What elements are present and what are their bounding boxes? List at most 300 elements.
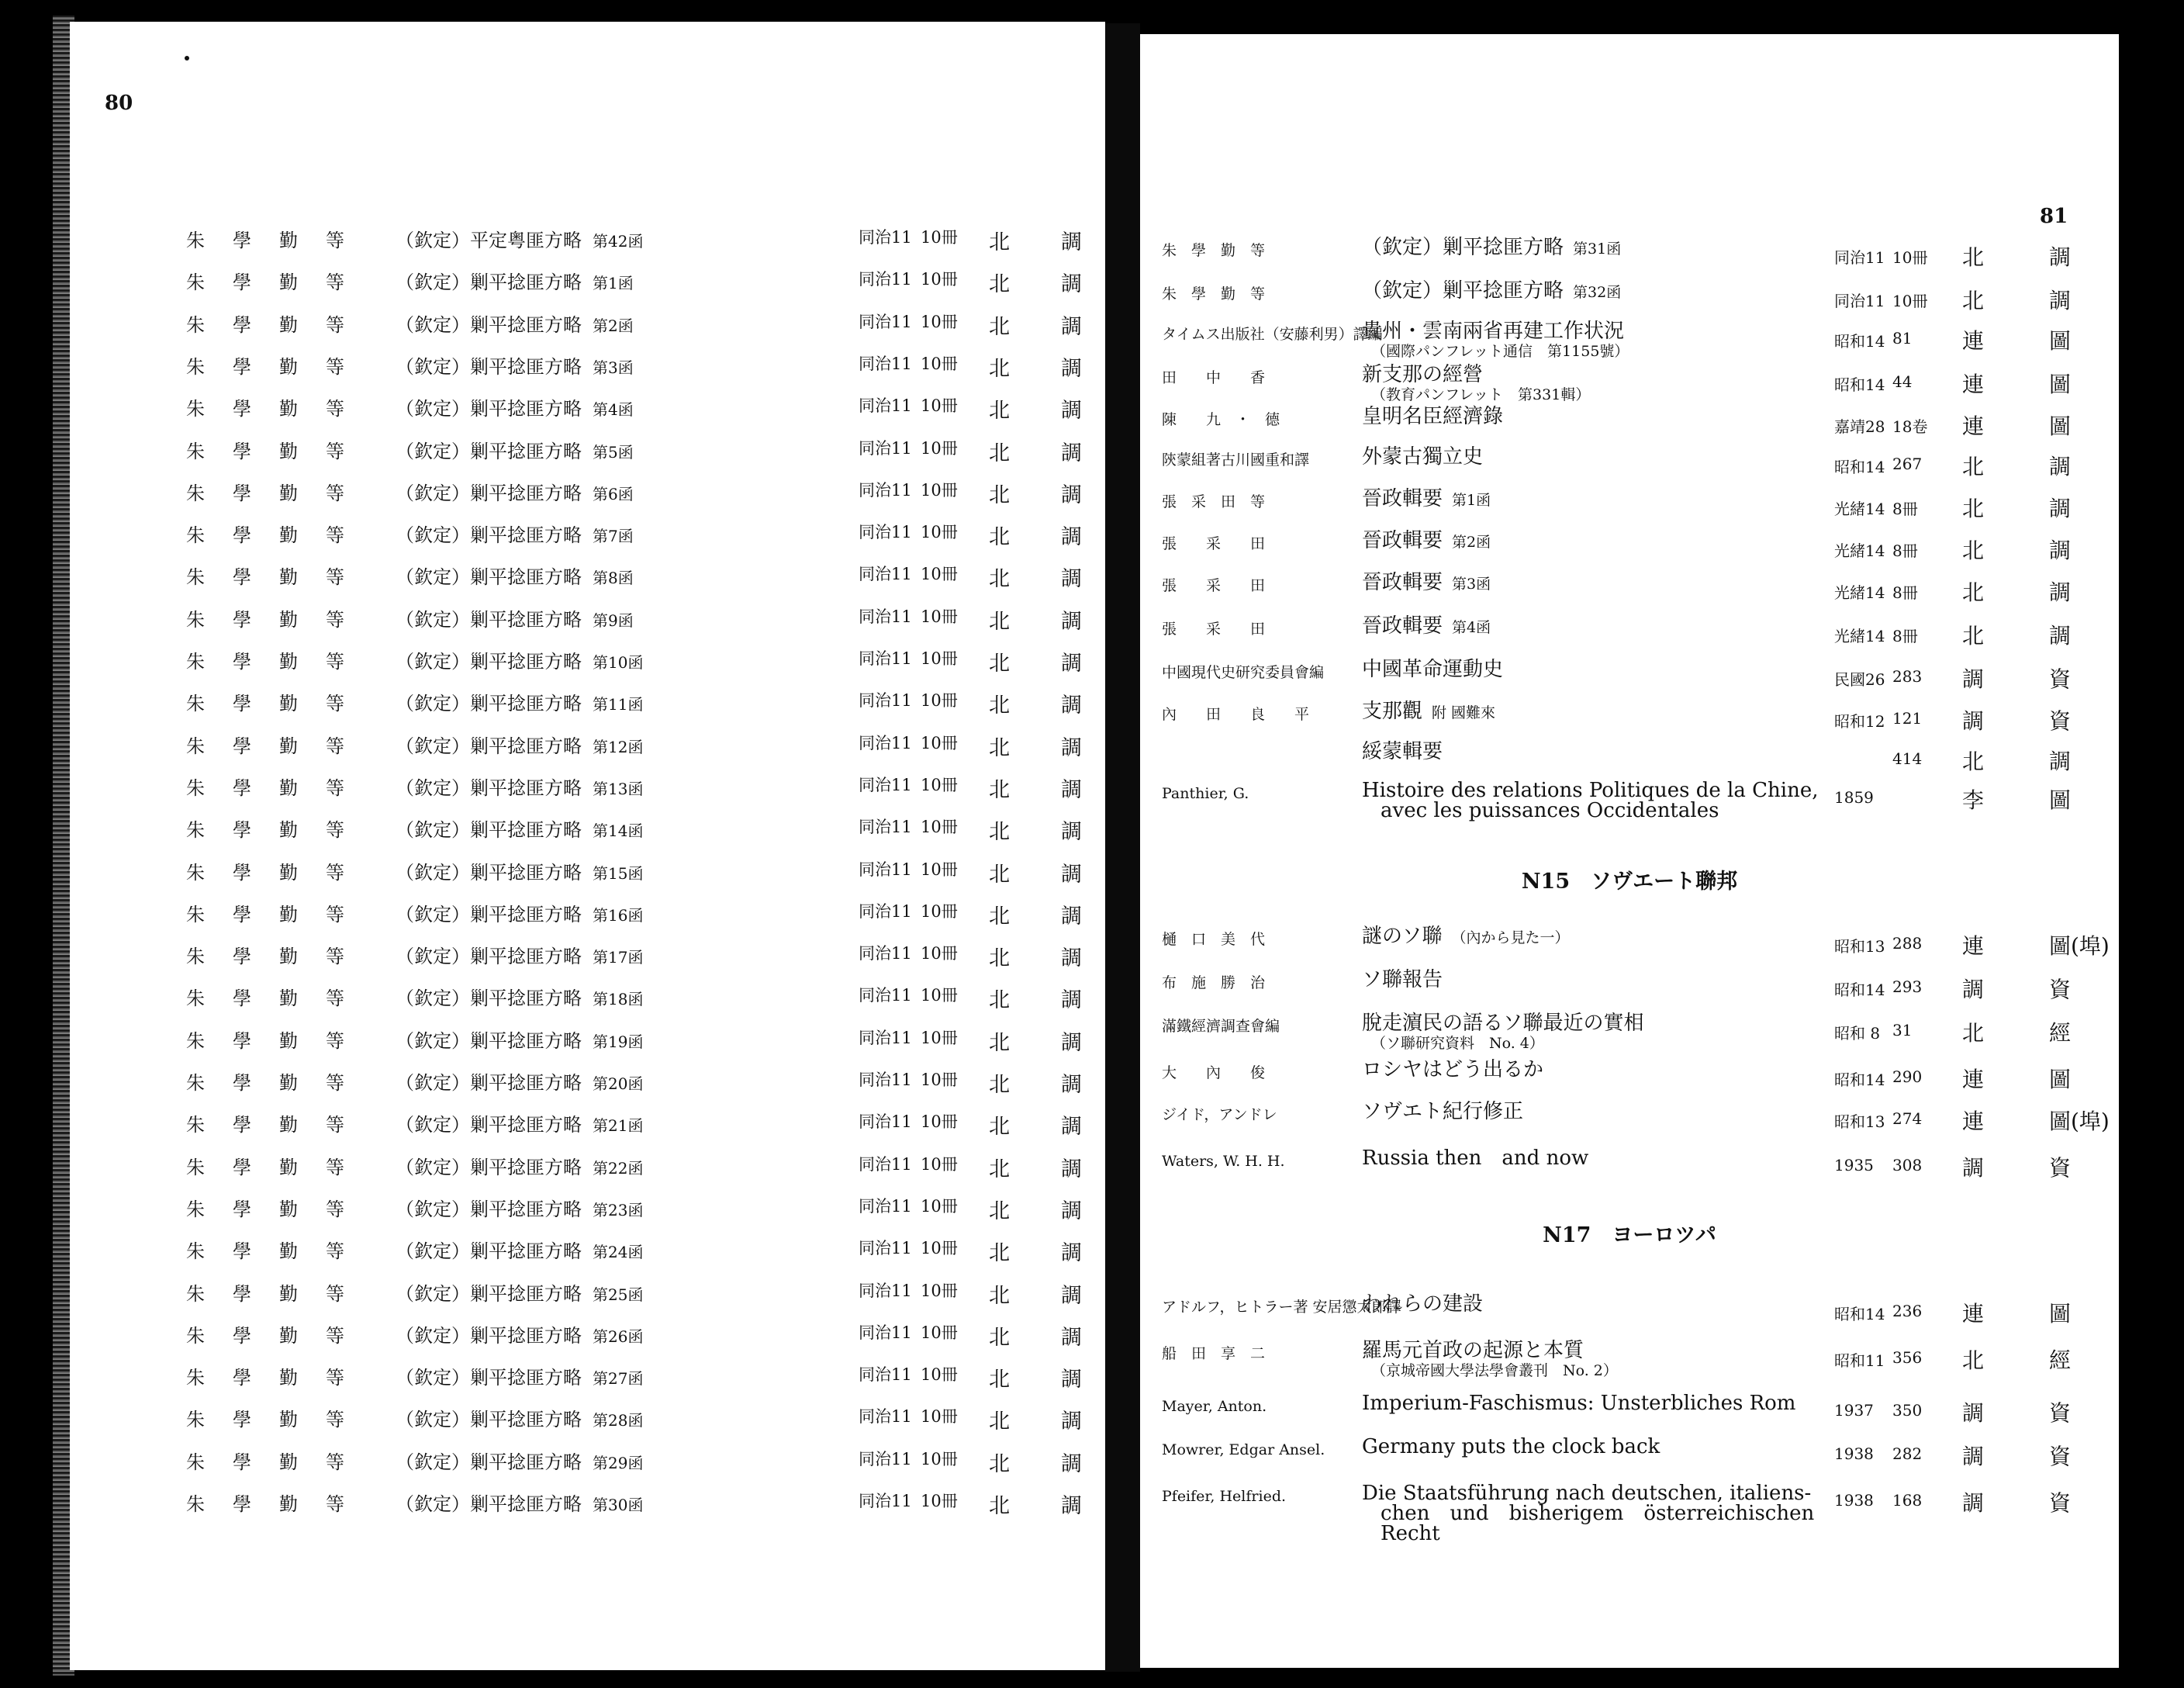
title-cell	[1362, 742, 1443, 762]
title: （欽定）剿平捻匪方略	[396, 1367, 582, 1389]
title-cell	[1362, 365, 1590, 405]
publication-date: 1859	[1834, 788, 1874, 807]
publication-date: 同治11	[859, 818, 912, 837]
author: 朱學勤等	[186, 1072, 372, 1094]
publication-date: 昭和14	[1834, 375, 1885, 394]
author: 樋 口 美 代	[1162, 931, 1266, 948]
title-cell	[396, 815, 643, 842]
page-count: 350	[1892, 1401, 1923, 1420]
author: 朱學勤等	[186, 608, 372, 631]
catalog-row	[70, 520, 1105, 550]
publication-date: 昭和13	[1834, 937, 1885, 956]
volume-count: 10冊	[921, 1154, 958, 1174]
title-cell	[396, 773, 643, 800]
page-count: 31	[1892, 1021, 1913, 1039]
class-code: 調	[1061, 1283, 1082, 1308]
library-code: 調	[1962, 1444, 1985, 1469]
ink-speck	[185, 56, 189, 61]
publication-date: 同治11	[859, 1196, 912, 1216]
class-code: 調	[1061, 399, 1082, 424]
library-code: 連	[1962, 413, 1985, 439]
class-code: 調	[1061, 1368, 1082, 1392]
library-code: 北	[989, 1241, 1010, 1266]
title: （欽定）剿平捻匪方略	[396, 861, 582, 884]
title: （欽定）剿平捻匪方略	[396, 566, 582, 589]
author: 朱學勤等	[186, 313, 372, 336]
title-cell	[1362, 1340, 1618, 1381]
title-cell	[396, 1109, 643, 1136]
library-code: 北	[989, 1410, 1010, 1434]
catalog-row	[70, 1067, 1105, 1097]
title-cell	[1362, 406, 1503, 427]
title-cell	[396, 1067, 643, 1095]
author: 張 采 田 等	[1162, 493, 1266, 510]
title: （欽定）剿平捻匪方略	[396, 355, 582, 378]
subtitle: （教育パンフレット 第331輯）	[1371, 386, 1591, 403]
volume-count: 10冊	[921, 1407, 958, 1427]
catalog-row	[70, 436, 1105, 465]
library-code: 北	[1962, 454, 1985, 479]
class-code: 資	[2049, 666, 2072, 692]
page-count: 8冊	[1892, 541, 1918, 560]
library-code: 北	[989, 1494, 1010, 1518]
class-code: 資	[2049, 1444, 2072, 1469]
title-line-2: chen und bisherigem österreichischen	[1381, 1502, 1815, 1525]
title-cell	[1362, 1437, 1660, 1457]
page-count: 10冊	[1892, 248, 1928, 267]
library-code: 北	[989, 1283, 1010, 1308]
case-number: 第8函	[593, 569, 634, 588]
catalog-row	[70, 1026, 1105, 1055]
author: Pfeifer, Helfried.	[1162, 1488, 1287, 1505]
class-code: 調	[2049, 579, 2072, 605]
author: 朱學勤等	[186, 1409, 372, 1431]
catalog-row	[70, 351, 1105, 381]
title: （欽定）剿平捻匪方略	[396, 1198, 582, 1220]
library-code: 連	[1962, 1301, 1985, 1327]
class-code: 調	[2049, 244, 2072, 270]
library-code: 北	[989, 862, 1010, 887]
publication-date: 同治11	[1834, 248, 1885, 267]
page-count: 308	[1892, 1156, 1923, 1174]
title-cell	[396, 899, 643, 926]
left-page	[70, 22, 1105, 1670]
class-code: 圖(埠)	[2049, 933, 2110, 959]
class-code: 調	[1061, 567, 1082, 592]
case-number: 第14函	[593, 822, 644, 841]
catalog-row	[70, 899, 1105, 929]
case-number: 第10函	[593, 653, 644, 672]
class-code: 調	[1061, 904, 1082, 929]
class-code: 經	[2049, 1020, 2072, 1046]
class-code: 調	[1061, 1325, 1082, 1350]
title: （欽定）剿平捻匪方略	[396, 693, 582, 715]
case-number: 第28函	[593, 1411, 644, 1430]
author: 陝蒙組著古川國重和譯	[1162, 451, 1310, 469]
page-count: 267	[1892, 455, 1923, 473]
author: 張 采 田	[1162, 621, 1266, 638]
library-code: 北	[989, 988, 1010, 1013]
class-code: 資	[2049, 1155, 2072, 1181]
title-cell	[396, 983, 643, 1010]
title: 脫走濵民の語るソ聯最近の實相	[1362, 1012, 1644, 1035]
title-cell	[396, 351, 634, 379]
title-cell	[396, 562, 634, 589]
case-number: 第7函	[593, 527, 634, 546]
title-cell	[396, 1447, 643, 1474]
case-number: 第6函	[593, 484, 634, 503]
title-cell	[396, 857, 643, 884]
page-number-left: 80	[105, 92, 133, 115]
title-cell	[396, 1404, 643, 1431]
library-code: 北	[989, 356, 1010, 381]
class-code: 調	[1061, 1494, 1082, 1518]
title-cell	[1362, 489, 1491, 510]
author: 朱學勤等	[186, 903, 372, 925]
volume-count: 10冊	[921, 1196, 958, 1216]
library-code: 連	[1962, 372, 1985, 397]
class-code: 調	[1061, 1073, 1082, 1097]
author: 朱學勤等	[186, 1240, 372, 1263]
case-number: 第4函	[593, 400, 634, 420]
title-cell	[1362, 572, 1491, 594]
volume-count: 10冊	[921, 649, 958, 668]
library-code: 北	[989, 441, 1010, 465]
publication-date: 同治11	[859, 733, 912, 752]
title: （欽定）剿平捻匪方略	[1362, 236, 1564, 259]
book-gutter	[1105, 23, 1140, 1672]
author: 朱學勤等	[186, 398, 372, 420]
page-count: 8冊	[1892, 500, 1918, 518]
title-cell	[1362, 780, 1818, 821]
library-code: 北	[1962, 749, 1985, 774]
class-code: 調	[1061, 314, 1082, 339]
library-code: 北	[989, 946, 1010, 971]
title-cell	[396, 1278, 643, 1306]
volume-count: 10冊	[921, 1492, 958, 1510]
library-code: 北	[1962, 244, 1985, 270]
title: （欽定）平定粤匪方略	[396, 230, 582, 251]
volume-count: 10冊	[921, 986, 958, 1005]
class-code: 調	[1061, 441, 1082, 465]
library-code: 調	[1962, 1400, 1985, 1426]
class-code: 調	[2049, 749, 2072, 774]
class-code: 調	[1061, 1115, 1082, 1140]
subtitle: 第1函	[1452, 492, 1491, 509]
title: 新支那の經營	[1362, 363, 1484, 386]
class-code: 調	[1061, 777, 1082, 802]
title: （欽定）剿平捻匪方略	[396, 524, 582, 547]
publication-date: 同治11	[859, 944, 912, 963]
class-code: 資	[2049, 708, 2072, 734]
page-count: 121	[1892, 709, 1923, 728]
publication-date: 同治11	[859, 1449, 912, 1468]
title: （欽定）剿平捻匪方略	[396, 651, 582, 673]
publication-date: 昭和14	[1834, 981, 1885, 999]
subtitle: 附 國難來	[1432, 704, 1496, 721]
catalog-row	[70, 1489, 1105, 1518]
author: Mayer, Anton.	[1162, 1398, 1267, 1415]
author: 朱學勤等	[186, 735, 372, 757]
catalog-row	[70, 646, 1105, 676]
catalog-row	[70, 604, 1105, 634]
catalog-row	[70, 857, 1105, 887]
library-code: 北	[1962, 1347, 1985, 1373]
class-code: 調	[2049, 623, 2072, 649]
author: 朱學勤等	[186, 1198, 372, 1220]
publication-date: 同治11	[859, 270, 912, 289]
author: 朱學勤等	[186, 1029, 372, 1052]
title: （欽定）剿平捻匪方略	[396, 735, 582, 757]
title: 皇明名臣經濟錄	[1362, 405, 1504, 428]
title: （欽定）剿平捻匪方略	[396, 819, 582, 842]
author: 朱學勤等	[186, 1156, 372, 1178]
library-code: 北	[989, 1451, 1010, 1476]
library-code: 北	[989, 272, 1010, 297]
case-number: 第30函	[593, 1496, 644, 1514]
title-cell	[1362, 659, 1503, 680]
case-number: 第1函	[593, 274, 634, 293]
volume-count: 10冊	[921, 944, 958, 963]
class-code: 圖	[2049, 787, 2072, 813]
publication-date: 同治11	[859, 775, 912, 794]
title-cell	[1362, 701, 1495, 723]
title: （欽定）剿平捻匪方略	[396, 482, 582, 504]
title: （欽定）剿平捻匪方略	[396, 1324, 582, 1347]
class-code: 調	[1061, 483, 1082, 507]
title: 綏蒙輯要	[1362, 740, 1443, 763]
catalog-row	[70, 1194, 1105, 1223]
author: 朱 學 勤 等	[1162, 242, 1266, 259]
title-cell	[396, 267, 634, 294]
library-code: 連	[1962, 1067, 1985, 1092]
catalog-row	[70, 1236, 1105, 1266]
library-code: 北	[1962, 579, 1985, 605]
library-code: 北	[1962, 538, 1985, 563]
publication-date: 1935	[1834, 1156, 1874, 1174]
author: 朱學勤等	[186, 1324, 372, 1347]
title-cell	[396, 310, 634, 337]
volume-count: 10冊	[921, 480, 958, 500]
title: Germany puts the clock back	[1362, 1435, 1660, 1458]
title: （欽定）剿平捻匪方略	[396, 988, 582, 1010]
title-line-3: Recht	[1381, 1522, 1440, 1545]
author: 朱學勤等	[186, 230, 372, 251]
library-code: 北	[989, 314, 1010, 339]
title: 外蒙古獨立史	[1362, 445, 1484, 469]
title: （欽定）剿平捻匪方略	[396, 777, 582, 799]
title: ソヴエト紀行修正	[1362, 1100, 1524, 1123]
title: Die Staatsführung nach deutschen, italiens-	[1362, 1482, 1812, 1505]
title: 中國革命運動史	[1362, 658, 1504, 681]
class-code: 調	[1061, 356, 1082, 381]
title-cell	[396, 478, 634, 505]
title-cell	[396, 1026, 643, 1053]
page-count: 282	[1892, 1444, 1923, 1463]
class-code: 調	[1061, 1241, 1082, 1266]
publication-date: 同治11	[859, 354, 912, 373]
subtitle: 第32函	[1573, 284, 1622, 301]
case-number: 第42函	[593, 232, 644, 251]
title: （欽定）剿平捻匪方略	[396, 272, 582, 294]
author: 朱 學 勤 等	[1162, 285, 1266, 303]
title-cell	[396, 1236, 643, 1263]
page-count: 283	[1892, 667, 1923, 686]
library-code: 北	[989, 1368, 1010, 1392]
catalog-row	[70, 1447, 1105, 1476]
library-code: 北	[989, 525, 1010, 550]
author: 朱學勤等	[186, 1282, 372, 1305]
author: 朱學勤等	[186, 946, 372, 968]
page-count: 44	[1892, 372, 1913, 391]
title-cell	[1362, 970, 1443, 990]
volume-count: 10冊	[921, 523, 958, 542]
title-cell	[1362, 616, 1491, 638]
title-cell	[1362, 1102, 1523, 1122]
class-code: 調	[1061, 694, 1082, 718]
library-code: 北	[1962, 623, 1985, 649]
publication-date: 同治11	[859, 438, 912, 458]
title-cell	[396, 941, 643, 968]
class-code: 資	[2049, 1490, 2072, 1516]
author: 朱學勤等	[186, 1367, 372, 1389]
library-code: 北	[989, 1115, 1010, 1140]
case-number: 第27函	[593, 1369, 644, 1389]
title-cell	[1362, 447, 1483, 467]
title-cell	[1362, 1483, 1814, 1544]
class-code: 圖	[2049, 1301, 2072, 1327]
page-count: 293	[1892, 977, 1923, 996]
page-count: 10冊	[1892, 292, 1928, 310]
title: （欽定）剿平捻匪方略	[396, 398, 582, 420]
catalog-row	[70, 225, 1105, 254]
author: 大 內 俊	[1162, 1064, 1266, 1081]
publication-date: 1938	[1834, 1444, 1874, 1463]
title: Russia then and now	[1362, 1147, 1589, 1170]
library-code: 北	[989, 1199, 1010, 1223]
case-number: 第5函	[593, 442, 634, 462]
publication-date: 同治11	[859, 228, 912, 247]
publication-date: 昭和14	[1834, 332, 1885, 351]
title: ロシヤはどう出るか	[1362, 1058, 1544, 1081]
library-code: 調	[1962, 977, 1985, 1002]
class-code: 調	[1061, 230, 1082, 254]
publication-date: 同治11	[859, 565, 912, 584]
title: Imperium-Faschismus: Unsterbliches Rom	[1362, 1392, 1796, 1415]
case-number: 第25函	[593, 1285, 644, 1304]
class-code: 調	[2049, 496, 2072, 521]
title: （欽定）剿平捻匪方略	[396, 1451, 582, 1473]
catalog-row	[70, 941, 1105, 971]
case-number: 第24函	[593, 1243, 644, 1262]
title-cell	[396, 1194, 643, 1221]
title: （欽定）剿平捻匪方略	[396, 1072, 582, 1094]
publication-date: 同治11	[859, 312, 912, 331]
publication-date: 同治11	[859, 1407, 912, 1427]
publication-date: 光緒14	[1834, 500, 1885, 518]
title: 晉政輯要	[1362, 614, 1443, 638]
volume-count: 10冊	[921, 1365, 958, 1385]
library-code: 北	[989, 820, 1010, 845]
subtitle: 第3函	[1452, 576, 1491, 593]
publication-date: 同治11	[859, 1239, 912, 1258]
title-cell	[396, 1152, 643, 1179]
class-code: 調	[1061, 862, 1082, 887]
library-code: 北	[989, 735, 1010, 760]
publication-date: 同治11	[859, 649, 912, 668]
author: 朱學勤等	[186, 272, 372, 294]
title: 羅馬元首政の起源と本質	[1362, 1339, 1584, 1362]
library-code: 北	[989, 609, 1010, 634]
author: Panthier, G.	[1162, 785, 1249, 802]
library-code: 北	[1962, 1020, 1985, 1046]
page-count: 8冊	[1892, 627, 1918, 645]
author: アドルフ，ヒトラー著 安居懲太郎譯	[1162, 1299, 1401, 1316]
library-code: 連	[1962, 1109, 1985, 1134]
publication-date: 昭和11	[1834, 1351, 1885, 1370]
library-code: 李	[1962, 787, 1985, 813]
volume-count: 10冊	[921, 1071, 958, 1089]
title: （欽定）剿平捻匪方略	[396, 946, 582, 968]
page-count: 414	[1892, 749, 1923, 768]
author: ジイド，アンドレ	[1162, 1106, 1277, 1123]
library-code: 連	[1962, 933, 1985, 959]
author: 張 采 田	[1162, 535, 1266, 552]
case-number: 第18函	[593, 990, 644, 1009]
page-count: 168	[1892, 1491, 1923, 1510]
library-code: 北	[989, 652, 1010, 676]
page-count: 236	[1892, 1302, 1923, 1320]
case-number: 第26函	[593, 1327, 644, 1346]
case-number: 第2函	[593, 316, 634, 335]
page-count: 288	[1892, 934, 1923, 953]
author: 朱學勤等	[186, 482, 372, 504]
case-number: 第13函	[593, 779, 644, 798]
library-code: 北	[989, 904, 1010, 929]
author: 朱學勤等	[186, 1114, 372, 1136]
catalog-row	[70, 1404, 1105, 1434]
title: 晉政輯要	[1362, 529, 1443, 552]
library-code: 北	[989, 694, 1010, 718]
author: Mowrer, Edgar Ansel.	[1162, 1441, 1325, 1458]
publication-date: 同治11	[859, 1112, 912, 1132]
title-cell	[396, 520, 634, 547]
title-cell	[396, 1320, 643, 1347]
catalog-row	[70, 688, 1105, 718]
volume-count: 10冊	[921, 438, 958, 458]
author: 朱學勤等	[186, 566, 372, 589]
volume-count: 10冊	[921, 775, 958, 794]
author: 朱學勤等	[186, 693, 372, 715]
publication-date: 昭和12	[1834, 712, 1885, 731]
subtitle: （京城帝國大學法學會叢刊 No. 2）	[1371, 1362, 1618, 1379]
title: （欽定）剿平捻匪方略	[396, 313, 582, 336]
title-cell	[396, 1489, 643, 1516]
title-cell	[1362, 1060, 1543, 1080]
catalog-row	[70, 815, 1105, 845]
title: （欽定）剿平捻匪方略	[396, 1493, 582, 1515]
catalog-row	[70, 1152, 1105, 1181]
case-number: 第15函	[593, 863, 644, 883]
title-cell	[396, 436, 634, 463]
author: 朱學勤等	[186, 819, 372, 842]
publication-date: 1938	[1834, 1491, 1874, 1510]
author: 朱學勤等	[186, 861, 372, 884]
case-number: 第11函	[593, 695, 644, 714]
right-page	[1140, 34, 2119, 1668]
library-code: 調	[1962, 1490, 1985, 1516]
volume-count: 10冊	[921, 1239, 958, 1258]
